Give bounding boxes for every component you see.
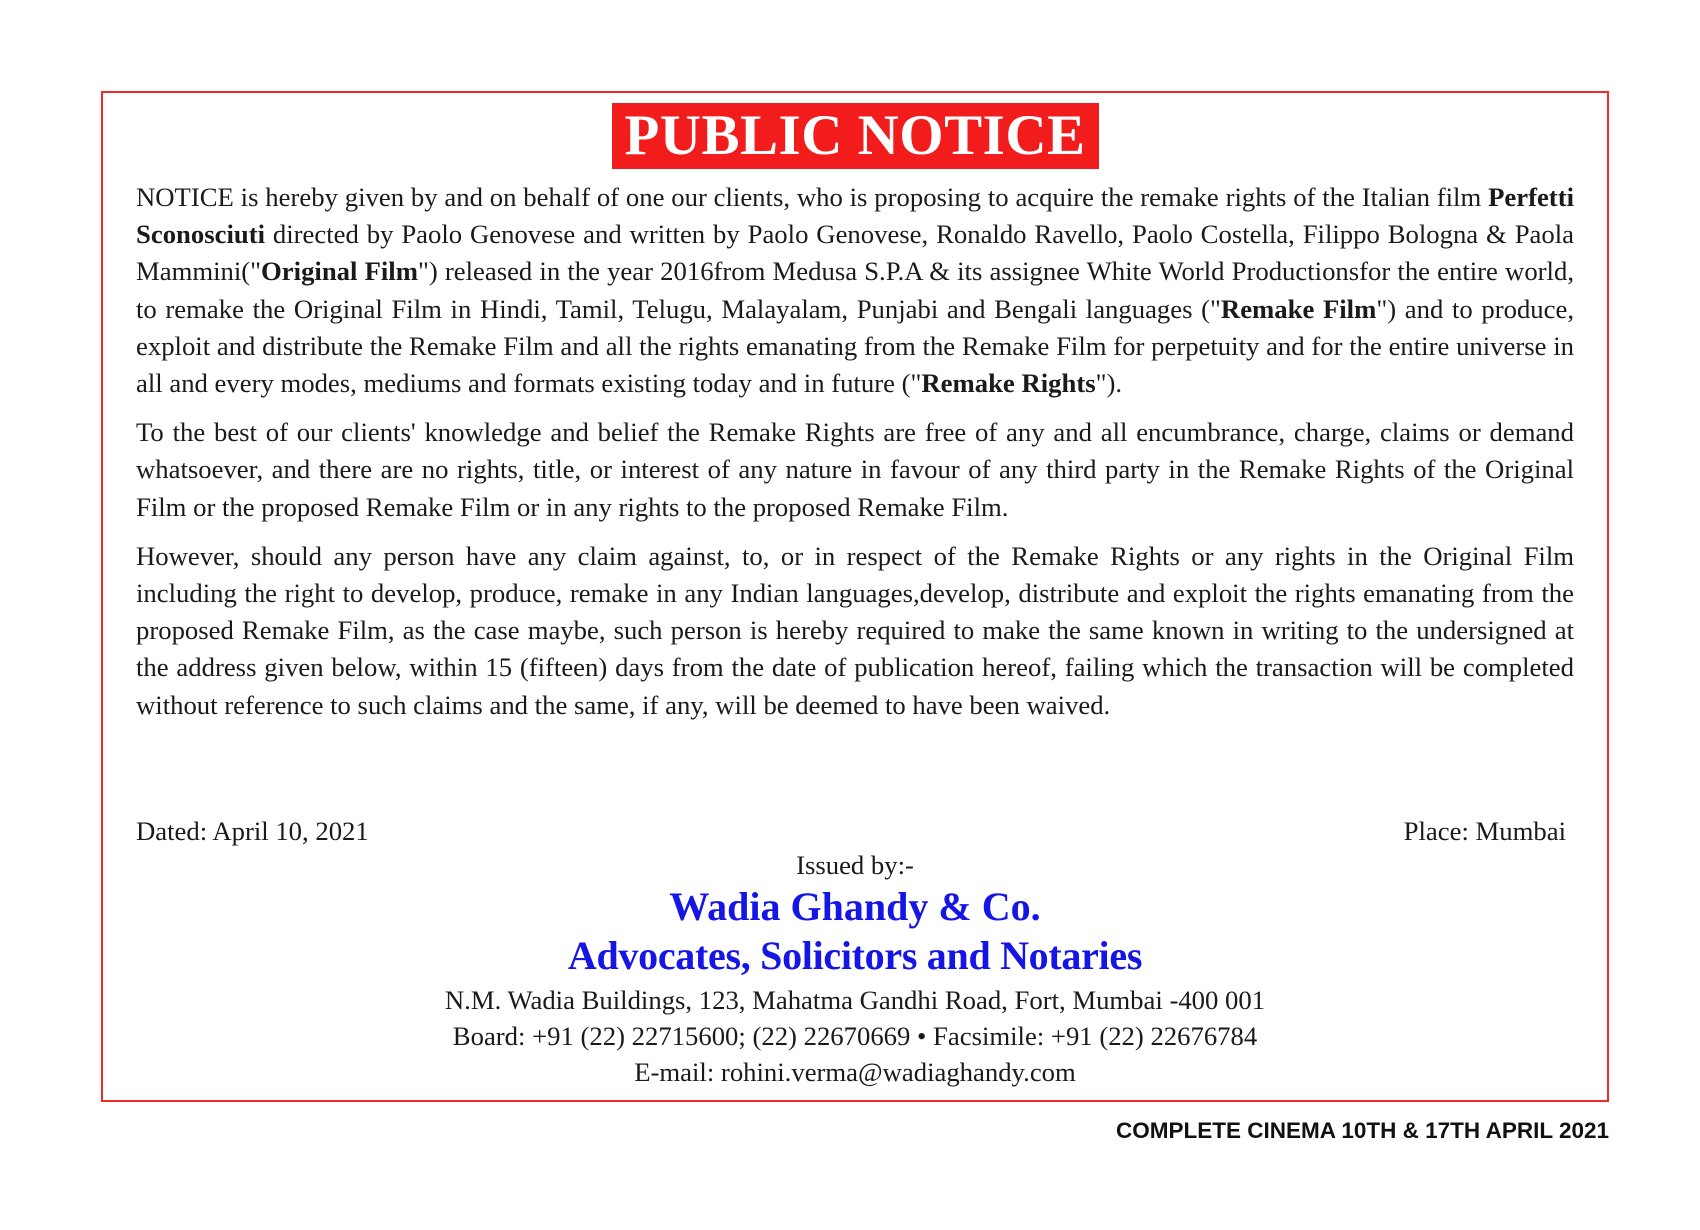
- p1-text-2: directed by Paolo Genovese and written by Paolo Genovese, Ronaldo Ravello, Paolo Costella, Filippo Bologna & Paola Mammini(": [136, 219, 1574, 287]
- dated-line: Dated: April 10, 2021: [136, 816, 369, 846]
- p1-text-1: NOTICE is hereby given by and on behalf of one our clients, who is proposing to acquire the remake rights of the Italian film: [136, 182, 1489, 212]
- notice-paragraph-3: However, should any person have any claim against, to, or in respect of the Remake Rights or any rights in the Original Film including the right to develop, produce, remake in any Indian languages,develop, distribute and exploit the rights emanating from the proposed Remake Film, as the case maybe, such person is hereby required to make the same known in writing to the undersigned at the address given below, within 15 (fifteen) days from the date of publication hereof, failing which the transaction will be completed without reference to such claims and the same, if any, will be deemed to have been waived.: [136, 540, 1574, 720]
- notice-title: PUBLIC NOTICE: [612, 103, 1099, 169]
- publication-credit: COMPLETE CINEMA 10TH & 17TH APRIL 2021: [1115, 1118, 1609, 1143]
- original-film-bold: Original Film: [261, 256, 418, 287]
- notice-paragraph-1: [136, 179, 1574, 402]
- notice-body: [136, 179, 1574, 736]
- p1-text-5: ").: [1095, 368, 1123, 399]
- film-title-bold: Perfetti Sconosciuti: [136, 182, 1574, 250]
- firm-description: Advocates, Solicitors and Notaries: [567, 933, 1143, 978]
- public-notice-frame: [101, 91, 1609, 1102]
- p1-text-3: ") released in the year 2016from Medusa S.P.A & its assignee White World Productionsfor the entire world, to remake the Original Film in Hindi, Tamil, Telugu, Malayalam, Punjabi and Bengali languages (": [136, 256, 1574, 324]
- firm-phones: Board: +91 (22) 22715600; (22) 22670669 • Facsimile: +91 (22) 22676784: [452, 1021, 1258, 1051]
- title-wrap: [103, 103, 1607, 169]
- issued-by-label: Issued by:-: [796, 850, 914, 880]
- firm-name: Wadia Ghandy & Co.: [669, 884, 1041, 929]
- notice-paragraph-2: To the best of our clients' knowledge and belief the Remake Rights are free of any and all encumbrance, charge, claims or demand whatsoever, and there are no rights, title, or interest of any nature in favour of any third party in the Remake Rights of the Original Film or the proposed Remake Film or in any rights to the proposed Remake Film.: [136, 417, 1574, 522]
- remake-film-bold: Remake Film: [1220, 293, 1377, 324]
- p1-text-4: ") and to produce, exploit and distribute the Remake Film and all the rights emanating from the Remake Film for perpetuity and for the entire universe in all and every modes, mediums and formats existing today and in future (": [136, 293, 1574, 399]
- firm-address: N.M. Wadia Buildings, 123, Mahatma Gandhi Road, Fort, Mumbai -400 001: [444, 985, 1266, 1015]
- remake-rights-bold: Remake Rights: [921, 368, 1096, 399]
- place-line: Place: Mumbai: [1403, 816, 1566, 846]
- firm-email: E-mail: rohini.verma@wadiaghandy.com: [634, 1057, 1076, 1087]
